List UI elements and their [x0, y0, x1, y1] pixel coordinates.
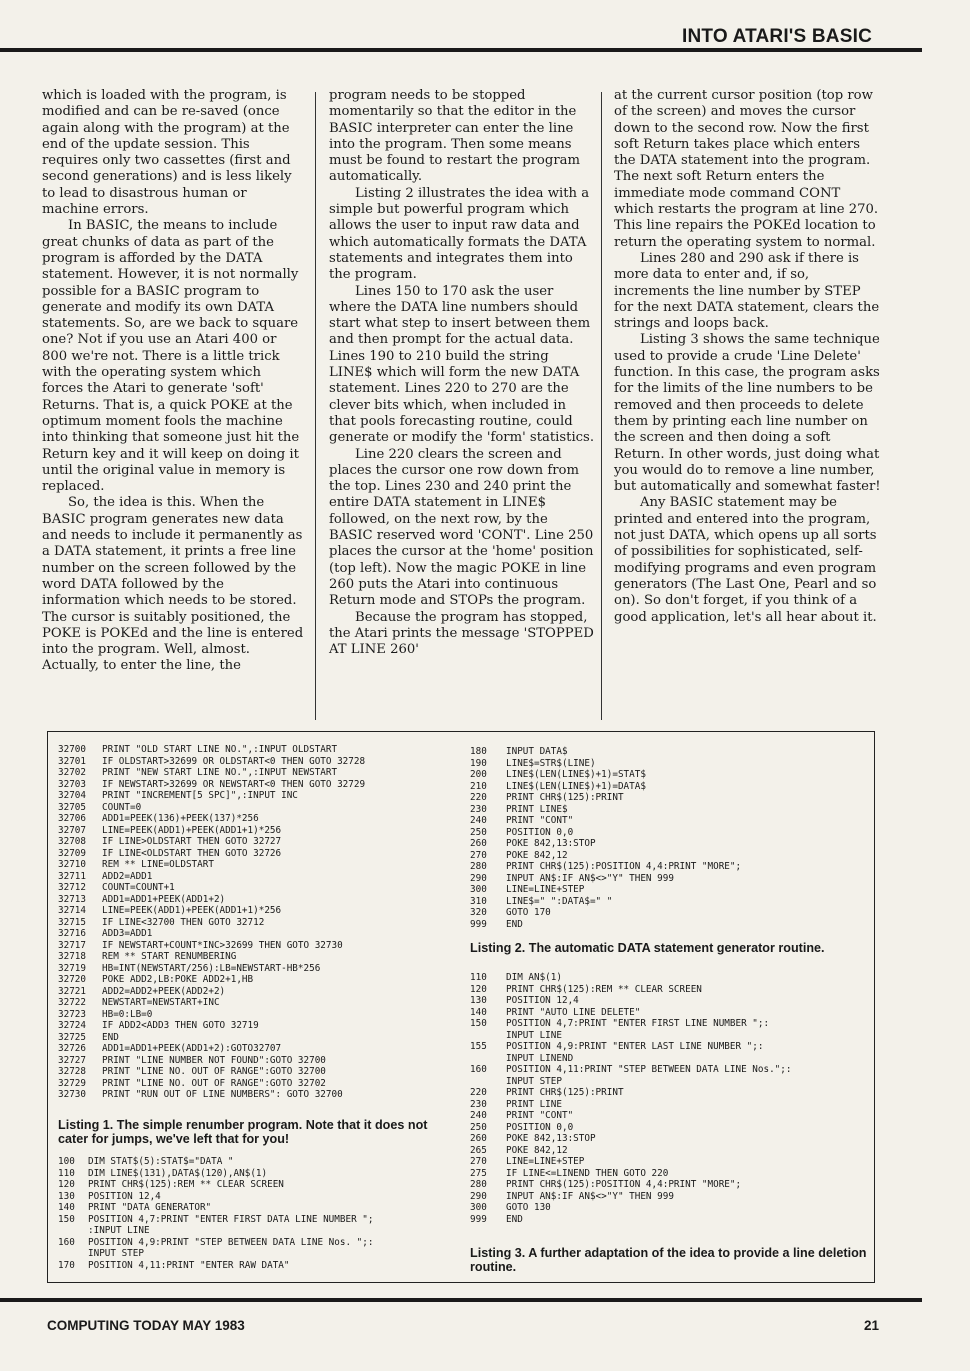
line-number: 230	[470, 803, 487, 815]
code-statement: POKE ADD2,LB:POKE ADD2+1,HB	[102, 974, 254, 985]
code-statement: IF LINE<32700 THEN GOTO 32712	[102, 916, 265, 928]
code-statement: COUNT=0	[102, 801, 142, 813]
code-line	[470, 827, 741, 839]
line-number: 260	[470, 838, 487, 849]
code-line	[58, 756, 365, 768]
code-statement: PRINT CHR$(125):REM ** CLEAR SCREEN	[88, 1179, 284, 1190]
code-statement: POSITION 12,4	[506, 995, 579, 1006]
code-line	[58, 905, 365, 917]
code-statement: PRINT "AUTO LINE DELETE"	[506, 1006, 641, 1018]
code-statement: PRINT "RUN OUT OF LINE NUMBERS": GOTO 32700	[102, 1089, 343, 1100]
line-number: 32726	[58, 1043, 86, 1054]
code-line	[58, 951, 365, 963]
code-statement: DIM STAT$(5):STAT$="DATA "	[88, 1156, 234, 1167]
article-paragraph: Line 220 clears the screen and places the cursor one row down from the top. Lines 230 and 240 print the entire DATA statement in LINE$ followed, on the next row, by the BASIC reserved word 'CONT'. Line 250 places the cursor at the 'home' position (top left). Now the magic POKE in line 260 puts the Atari into continuous Return mode and STOPs the program.	[329, 446, 594, 609]
line-number: 275	[470, 1167, 487, 1179]
code-statement: PRINT "LINE NUMBER NOT FOUND":GOTO 32700	[102, 1054, 326, 1066]
line-number: 190	[470, 757, 487, 769]
code-line	[470, 758, 741, 770]
line-number: 250	[470, 1121, 487, 1133]
line-number: 32705	[58, 801, 86, 813]
article-paragraph: Listing 3 shows the same technique used to provide a crude 'Line Delete' function. In this case, the program asks for the limits of the line numbers to be removed and then proceeds to delete them by printing each line number on the screen and then doing a soft Return. In other words, just doing what you would do to remove a line number, but automatically and somewhat faster!	[614, 332, 881, 495]
line-number: 32700	[58, 744, 86, 755]
line-number: 150	[470, 1018, 487, 1029]
line-number: 140	[58, 1202, 75, 1213]
code-line	[58, 1260, 373, 1272]
code-line	[58, 1248, 373, 1260]
code-statement: PRINT "CONT"	[506, 1110, 574, 1121]
code-line	[470, 1076, 791, 1088]
code-statement: POKE 842,12	[506, 1144, 568, 1156]
line-number: 32721	[58, 985, 86, 997]
code-line	[58, 1225, 373, 1237]
article-paragraph: program needs to be stopped momentarily so that the editor in the BASIC interpreter can enter the line into the program. Then some means must be found to restart the program automatically.	[329, 88, 580, 185]
line-number: 220	[470, 1087, 487, 1098]
code-line	[58, 1168, 373, 1180]
code-line	[58, 894, 365, 906]
line-number: 32708	[58, 836, 86, 847]
code-statement: HB=INT(NEWSTART/256):LB=NEWSTART-HB*256	[102, 962, 321, 974]
code-statement: DIM LINE$(131),DATA$(120),AN$(1)	[88, 1167, 268, 1179]
code-line	[470, 1064, 791, 1076]
code-statement: PRINT "DATA GENERATOR"	[88, 1202, 212, 1213]
code-statement: POKE 842,13:STOP	[506, 838, 596, 849]
code-line	[470, 1168, 791, 1180]
line-number: 265	[470, 1144, 487, 1156]
code-line	[470, 1191, 791, 1203]
code-statement: POSITION 4,11:PRINT "ENTER RAW DATA"	[88, 1259, 290, 1271]
line-number: 180	[470, 746, 487, 757]
code-line	[470, 1122, 791, 1134]
code-line	[58, 963, 365, 975]
line-number: 120	[470, 983, 487, 995]
code-line	[58, 848, 365, 860]
line-number: 160	[58, 1236, 75, 1248]
article-paragraph: which is loaded with the program, is modified and can be re-saved (once again along with the program) at the end of the update session. This requires only two cassettes (first and second generations) and is less likely to lead to disastrous human or machine errors.	[42, 88, 292, 218]
line-number: 130	[58, 1190, 75, 1202]
header-rule	[0, 48, 922, 52]
code-line	[58, 1191, 373, 1203]
code-statement: IF LINE>OLDSTART THEN GOTO 32727	[102, 836, 282, 847]
line-number: 270	[470, 849, 487, 861]
code-line	[58, 940, 365, 952]
code-statement: LINE=LINE+STEP	[506, 1156, 585, 1167]
code-statement: IF NEWSTART+COUNT*INC>32699 THEN GOTO 32730	[102, 939, 343, 951]
line-number: 270	[470, 1156, 487, 1167]
code-line	[470, 1018, 791, 1030]
code-statement: PRINT "NEW START LINE NO.",:INPUT NEWSTART	[102, 767, 338, 778]
code-line	[470, 861, 741, 873]
code-line	[58, 1032, 365, 1044]
code-line	[58, 1202, 373, 1214]
line-number: 140	[470, 1006, 487, 1018]
line-number: 32704	[58, 790, 86, 801]
code-statement: DIM AN$(1)	[506, 972, 562, 983]
code-statement: :INPUT LINE	[88, 1225, 150, 1236]
code-line	[470, 838, 741, 850]
line-number: 290	[470, 872, 487, 884]
code-statement: POKE 842,12	[506, 849, 568, 861]
line-number: 170	[58, 1259, 75, 1271]
code-statement: PRINT CHR$(125):PRINT	[506, 792, 624, 803]
code-statement: PRINT CHR$(125):POSITION 4,4:PRINT "MORE";	[506, 1179, 742, 1190]
code-statement: COUNT=COUNT+1	[102, 882, 175, 893]
code-line	[470, 1041, 791, 1053]
article-column-3	[614, 88, 882, 626]
line-number: 280	[470, 1179, 487, 1190]
code-line	[470, 1087, 791, 1099]
code-statement: ADD2=ADD2+PEEK(ADD2+2)	[102, 985, 226, 997]
line-number: 32716	[58, 928, 86, 939]
code-line	[58, 1179, 373, 1191]
code-statement: NEWSTART=NEWSTART+INC	[102, 997, 220, 1008]
code-line	[470, 1202, 791, 1214]
line-number: 32709	[58, 847, 86, 859]
code-statement: POSITION 4,9:PRINT "STEP BETWEEN DATA LINE Nos. ";:	[88, 1236, 374, 1248]
line-number: 150	[58, 1213, 75, 1225]
code-line	[58, 1156, 373, 1168]
code-line	[58, 767, 365, 779]
code-statement: PRINT "LINE NO. OUT OF RANGE":GOTO 32702	[102, 1077, 326, 1089]
line-number: 32702	[58, 767, 86, 778]
code-line	[470, 984, 791, 996]
code-line	[58, 1020, 365, 1032]
code-line	[58, 882, 365, 894]
code-line	[470, 781, 741, 793]
code-statement: PRINT CHR$(125):PRINT	[506, 1087, 624, 1098]
code-statement: PRINT CHR$(125):REM ** CLEAR SCREEN	[506, 983, 702, 995]
code-line	[470, 873, 741, 885]
code-statement: PRINT "OLD START LINE NO.",:INPUT OLDSTART	[102, 744, 338, 755]
running-header: INTO ATARI'S BASIC	[681, 26, 872, 47]
code-line	[470, 919, 741, 931]
code-statement: POSITION 0,0	[506, 826, 574, 838]
code-line	[470, 907, 741, 919]
code-line	[470, 1156, 791, 1168]
code-line	[58, 871, 365, 883]
line-number: 220	[470, 792, 487, 803]
code-statement: GOTO 170	[506, 907, 551, 918]
listing-2-tail-code	[470, 746, 741, 930]
article-paragraph: Lines 150 to 170 ask the user where the DATA line numbers should start what step to insert between them and then prompt for the actual data. Lines 190 to 210 build the string LINE$ which will form the new DATA statement. Lines 220 to 270 are the clever bits which, when included in that pools forecasting routine, could generate or modify the 'form' statistics.	[329, 283, 595, 446]
line-number: 32717	[58, 939, 86, 951]
line-number: 120	[58, 1179, 75, 1190]
code-statement: INPUT DATA$	[506, 746, 568, 757]
code-line	[58, 802, 365, 814]
line-number: 260	[470, 1133, 487, 1144]
code-line	[58, 986, 365, 998]
article-paragraph: So, the idea is this. When the BASIC program generates new data and needs to include it permanently as a DATA statement, it prints a free line number on the screen followed by the word DATA followed by the information which needs to be stored. The cursor is suitably positioned, the POKE is POKEd and the line is entered into the program. Well, almost. Actually, to enter the line, the	[42, 495, 304, 674]
code-line	[470, 1030, 791, 1042]
code-statement: POKE 842,13:STOP	[506, 1133, 596, 1144]
code-line	[470, 884, 741, 896]
code-statement: HB=0:LB=0	[102, 1008, 153, 1020]
code-line	[58, 1055, 365, 1067]
code-statement: ADD1=ADD1+PEEK(ADD1+2)	[102, 893, 226, 905]
code-statement: LINE=PEEK(ADD1)+PEEK(ADD1+1)*256	[102, 824, 282, 836]
code-line	[58, 744, 365, 756]
line-number: 32711	[58, 870, 86, 882]
line-number: 32727	[58, 1054, 86, 1066]
code-line	[58, 1089, 365, 1101]
column-divider	[315, 92, 316, 720]
code-statement: END	[506, 918, 523, 930]
code-line	[58, 1009, 365, 1021]
line-number: 310	[470, 895, 487, 907]
code-statement: IF OLDSTART>32699 OR OLDSTART<0 THEN GOTO 32728	[102, 755, 366, 767]
code-line	[470, 1007, 791, 1019]
code-statement: LINE=LINE+STEP	[506, 884, 585, 895]
code-line	[58, 917, 365, 929]
code-statement: LINE$=STR$(LINE)	[506, 757, 596, 769]
code-statement: IF ADD2<ADD3 THEN GOTO 32719	[102, 1020, 259, 1031]
code-statement: REM ** START RENUMBERING	[102, 951, 237, 962]
code-line	[470, 1099, 791, 1111]
page-number: 21	[864, 1318, 880, 1333]
line-number: 290	[470, 1190, 487, 1202]
code-statement: INPUT STEP	[88, 1248, 144, 1259]
line-number: 32728	[58, 1066, 86, 1077]
code-statement: IF LINE<=LINEND THEN GOTO 220	[506, 1167, 669, 1179]
code-line	[58, 928, 365, 940]
code-statement: ADD1=ADD1+PEEK(ADD1+2):GOTO32707	[102, 1043, 282, 1054]
code-line	[58, 1214, 373, 1226]
line-number: 32713	[58, 893, 86, 905]
code-statement: ADD3=ADD1	[102, 928, 153, 939]
article-paragraph: Any BASIC statement may be printed and entered into the program, not just DATA, which opens up all sorts of possibilities for sophisticated, self-modifying programs and even program generators (The Last One, Pearl and so on). So don't forget, if you think of a good application, let's all hear about it.	[614, 495, 877, 625]
line-number: 32701	[58, 755, 86, 767]
code-line	[470, 1110, 791, 1122]
listing-3-caption: Listing 3. A further adaptation of the idea to provide a line deletion routine.	[470, 1246, 867, 1274]
listing-2-caption: Listing 2. The automatic DATA statement generator routine.	[470, 941, 825, 955]
line-number: 210	[470, 780, 487, 792]
code-statement: POSITION 4,7:PRINT "ENTER FIRST DATA LINE NUMBER ";	[88, 1213, 374, 1225]
code-statement: IF LINE<OLDSTART THEN GOTO 32726	[102, 847, 282, 859]
line-number: 300	[470, 1202, 487, 1213]
line-number: 32718	[58, 951, 86, 962]
article-paragraph: Because the program has stopped, the Atari prints the message 'STOPPED AT LINE 260'	[329, 609, 594, 658]
line-number: 32714	[58, 905, 86, 916]
code-statement: REM ** LINE=OLDSTART	[102, 859, 214, 870]
listing-2-head-code	[58, 1156, 373, 1271]
line-number: 32715	[58, 916, 86, 928]
line-number: 250	[470, 826, 487, 838]
line-number: 240	[470, 1110, 487, 1121]
code-line	[470, 995, 791, 1007]
code-line	[470, 1145, 791, 1157]
code-statement: INPUT LINE	[506, 1029, 562, 1041]
magazine-issue: COMPUTING TODAY MAY 1983	[47, 1318, 245, 1333]
listing-3-code	[470, 972, 791, 1225]
code-line	[58, 859, 365, 871]
line-number: 32730	[58, 1089, 86, 1100]
article-paragraph: Listing 2 illustrates the idea with a simple but powerful program which allows the user to input raw data and which automatically formats the DATA statements and integrates them into the program.	[329, 185, 590, 283]
code-statement: PRINT "LINE NO. OUT OF RANGE":GOTO 32700	[102, 1066, 326, 1077]
column-divider	[601, 92, 602, 720]
listing-1-caption: Listing 1. The simple renumber program. Note that it does not cater for jumps, we've left that for you!	[58, 1118, 428, 1146]
line-number: 110	[58, 1167, 75, 1179]
code-statement: ADD2=ADD1	[102, 870, 153, 882]
line-number: 999	[470, 1213, 487, 1225]
line-number: 320	[470, 907, 487, 918]
code-line	[58, 779, 365, 791]
line-number: 32710	[58, 859, 86, 870]
article-column-2	[329, 88, 595, 658]
line-number: 32720	[58, 974, 86, 985]
article-paragraph: at the current cursor position (top row of the screen) and moves the cursor down to the second row. Now the first soft Return takes place which enters the DATA statement into the program. The next soft Return enters the immediate mode command CONT which restarts the program at line 270. This line repairs the POKEd location to return the operating system to normal.	[614, 88, 879, 250]
code-line	[58, 1043, 365, 1055]
code-line	[58, 1066, 365, 1078]
code-statement: POSITION 4,7:PRINT "ENTER FIRST LINE NUMBER ";:	[506, 1018, 770, 1029]
code-line	[470, 972, 791, 984]
line-number: 100	[58, 1156, 75, 1167]
code-line	[470, 746, 741, 758]
code-statement: PRINT "INCREMENT[5 SPC]",:INPUT INC	[102, 790, 298, 801]
code-statement: LINE$(LEN(LINE$)+1)=DATA$	[506, 780, 646, 792]
code-line	[470, 792, 741, 804]
code-statement: INPUT STEP	[506, 1075, 562, 1087]
article-paragraph: In BASIC, the means to include great chunks of data as part of the program is afforded by the DATA statement. However, it is not normally possible for a BASIC program to generate and modify its own DATA statements. So, are we back to square one? Not if you use an Atari 400 or 800 we're not. There is a little trick with the operating system which forces the Atari to generate 'soft' Returns. That is, a quick POKE at the optimum moment fools the machine into thinking that someone just hit the Return key and it will keep on doing it until the original value in memory is replaced.	[42, 218, 300, 495]
line-number: 130	[470, 995, 487, 1006]
code-statement: POSITION 0,0	[506, 1121, 574, 1133]
code-line	[58, 825, 365, 837]
code-line	[470, 1053, 791, 1065]
code-line	[470, 769, 741, 781]
code-statement: IF NEWSTART>32699 OR NEWSTART<0 THEN GOTO 32729	[102, 778, 366, 790]
line-number: 240	[470, 815, 487, 826]
line-number: 32725	[58, 1031, 86, 1043]
code-statement: END	[102, 1031, 119, 1043]
code-line	[470, 804, 741, 816]
footer-rule	[0, 1298, 922, 1302]
line-number: 32707	[58, 824, 86, 836]
code-statement: INPUT AN$:IF AN$<>"Y" THEN 999	[506, 872, 674, 884]
code-statement: POSITION 4,11:PRINT "STEP BETWEEN DATA LINE Nos.";:	[506, 1064, 792, 1075]
code-line	[58, 790, 365, 802]
code-statement: PRINT LINE$	[506, 803, 568, 815]
line-number: 230	[470, 1098, 487, 1110]
code-statement: GOTO 130	[506, 1202, 551, 1213]
code-statement: INPUT LINEND	[506, 1052, 574, 1064]
code-statement: PRINT "CONT"	[506, 815, 574, 826]
line-number: 32719	[58, 962, 86, 974]
code-line	[58, 997, 365, 1009]
line-number: 160	[470, 1064, 487, 1075]
code-statement: POSITION 4,9:PRINT "ENTER LAST LINE NUMBER ";:	[506, 1041, 764, 1052]
code-statement: LINE$(LEN(LINE$)+1)=STAT$	[506, 769, 646, 780]
line-number: 999	[470, 918, 487, 930]
code-statement: LINE=PEEK(ADD1)+PEEK(ADD1+1)*256	[102, 905, 282, 916]
code-line	[470, 1133, 791, 1145]
line-number: 32722	[58, 997, 86, 1008]
code-statement: PRINT CHR$(125):POSITION 4,4:PRINT "MORE";	[506, 861, 742, 872]
line-number: 155	[470, 1041, 487, 1052]
line-number: 280	[470, 861, 487, 872]
code-line	[58, 836, 365, 848]
article-column-1	[42, 88, 304, 675]
code-statement: LINE$=" ":DATA$=" "	[506, 895, 613, 907]
line-number: 110	[470, 972, 487, 983]
line-number: 300	[470, 884, 487, 895]
line-number: 32703	[58, 778, 86, 790]
line-number: 32706	[58, 813, 86, 824]
code-line	[470, 850, 741, 862]
code-line	[470, 896, 741, 908]
listing-1-code	[58, 744, 365, 1101]
article-paragraph: Lines 280 and 290 ask if there is more data to enter and, if so, increments the line number by STEP for the next DATA statement, clears the strings and loops back.	[614, 250, 880, 332]
code-statement: POSITION 12,4	[88, 1190, 161, 1202]
code-line	[58, 813, 365, 825]
line-number: 32723	[58, 1008, 86, 1020]
line-number: 200	[470, 769, 487, 780]
code-statement: ADD1=PEEK(136)+PEEK(137)*256	[102, 813, 259, 824]
code-line	[58, 974, 365, 986]
code-line	[470, 1179, 791, 1191]
line-number: 32724	[58, 1020, 86, 1031]
code-statement: PRINT LINE	[506, 1098, 562, 1110]
code-line	[58, 1237, 373, 1249]
line-number: 32729	[58, 1077, 86, 1089]
code-line	[58, 1078, 365, 1090]
code-statement: END	[506, 1213, 523, 1225]
code-statement: INPUT AN$:IF AN$<>"Y" THEN 999	[506, 1190, 674, 1202]
code-line	[470, 815, 741, 827]
line-number: 32712	[58, 882, 86, 893]
code-line	[470, 1214, 791, 1226]
